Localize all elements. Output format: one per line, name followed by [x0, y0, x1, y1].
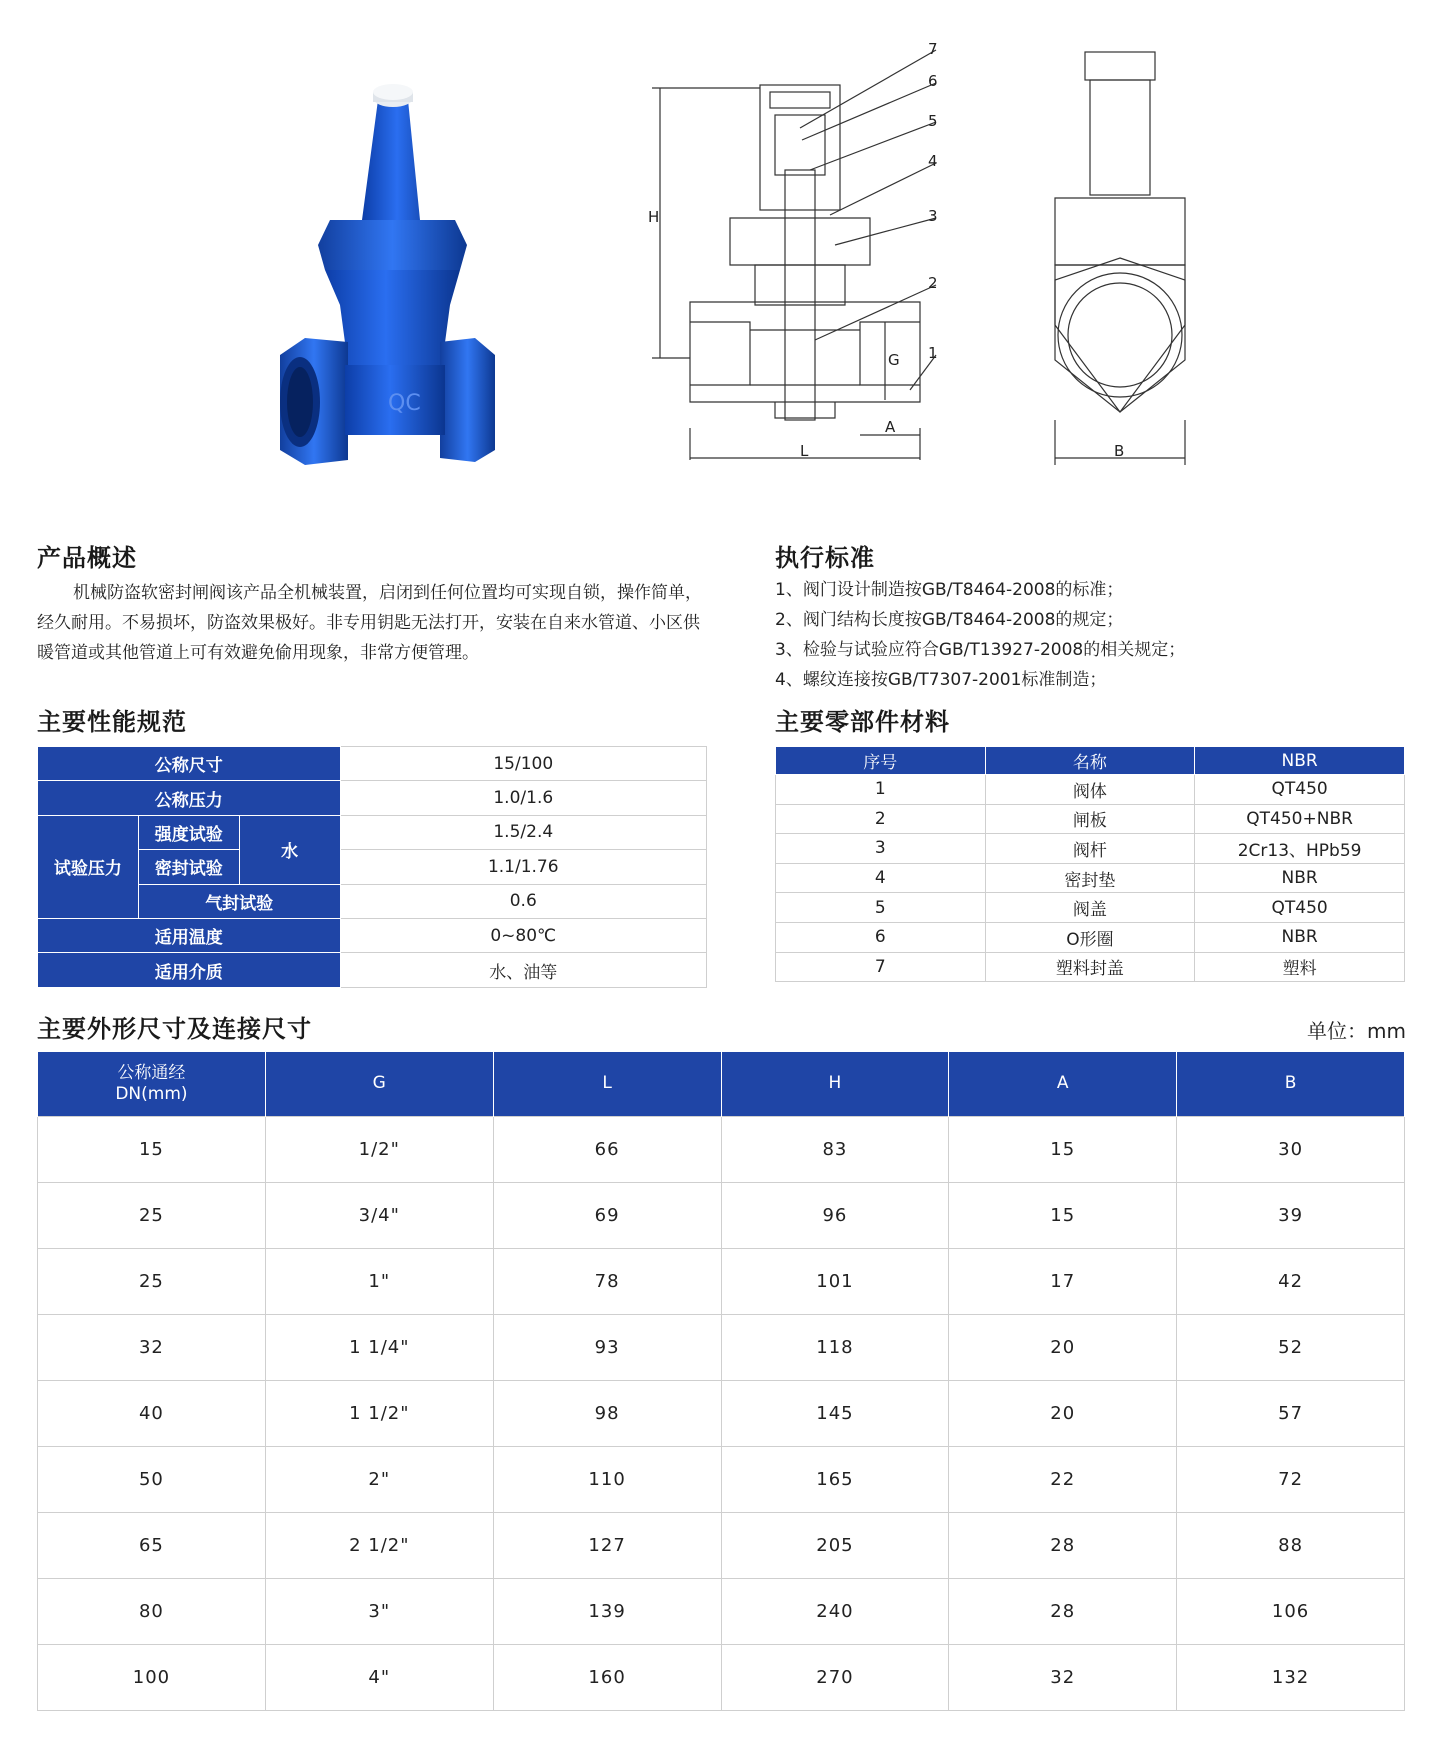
seal-test-value: 1.1/1.76: [340, 850, 706, 884]
nominal-size-value: 15/100: [340, 747, 706, 781]
table-cell: 1 1/2": [265, 1380, 493, 1446]
table-header-row: [776, 747, 1405, 775]
temperature-label: 适用温度: [38, 918, 341, 952]
callout-4: 4: [928, 152, 938, 170]
callout-1: 1: [928, 344, 938, 362]
table-cell: 127: [493, 1512, 721, 1578]
table-row: [38, 747, 707, 781]
table-cell: 阀体: [985, 775, 1195, 805]
table-cell: QT450: [1195, 893, 1405, 923]
table-cell: 52: [1177, 1314, 1405, 1380]
nominal-pressure-label: 公称压力: [38, 781, 341, 815]
callout-6: 6: [928, 72, 938, 90]
table-cell: 65: [38, 1512, 266, 1578]
overview-body: 机械防盗软密封闸阀该产品全机械装置，启闭到任何位置均可实现自锁，操作简单，经久耐用。不易损坏，防盗效果极好。非专用钥匙无法打开，安装在自来水管道、小区供暖管道或其他管道上可有效避免偷用现象，非常方便管理。: [37, 583, 702, 663]
temperature-value: 0~80℃: [340, 918, 706, 952]
standards-list: [775, 575, 1415, 695]
dim-h: H: [648, 208, 660, 226]
table-cell: 96: [721, 1182, 949, 1248]
table-cell: QT450: [1195, 775, 1405, 805]
table-cell: 139: [493, 1578, 721, 1644]
standard-item: 3、检验与试验应符合GB/T13927-2008的相关规定；: [775, 640, 1186, 660]
table-cell: 42: [1177, 1248, 1405, 1314]
table-cell: 100: [38, 1644, 266, 1710]
air-test-label: 气封试验: [138, 884, 340, 918]
table-row: [38, 1446, 1405, 1512]
table-cell: 15: [38, 1116, 266, 1182]
table-cell: 塑料: [1195, 952, 1405, 982]
table-cell: 25: [38, 1182, 266, 1248]
nominal-pressure-value: 1.0/1.6: [340, 781, 706, 815]
table-cell: 1: [776, 775, 986, 805]
product-photo: [270, 80, 505, 480]
table-cell: 83: [721, 1116, 949, 1182]
table-cell: 闸板: [985, 804, 1195, 834]
table-row: [776, 863, 1405, 893]
table-cell: 3/4": [265, 1182, 493, 1248]
table-cell: 密封垫: [985, 863, 1195, 893]
table-row: [776, 804, 1405, 834]
medium-value: 水、油等: [340, 953, 706, 987]
materials-table: [775, 746, 1405, 982]
table-cell: 2: [776, 804, 986, 834]
table-cell: 7: [776, 952, 986, 982]
table-cell: 106: [1177, 1578, 1405, 1644]
table-cell: 3": [265, 1578, 493, 1644]
table-cell: 39: [1177, 1182, 1405, 1248]
table-cell: 1": [265, 1248, 493, 1314]
medium-label: 适用介质: [38, 953, 341, 987]
table-cell: 1 1/4": [265, 1314, 493, 1380]
table-row: [776, 952, 1405, 982]
table-cell: 1/2": [265, 1116, 493, 1182]
table-cell: 205: [721, 1512, 949, 1578]
table-cell: O形圈: [985, 922, 1195, 952]
standard-item: 4、螺纹连接按GB/T7307-2001标准制造；: [775, 670, 1107, 690]
dim-l: L: [800, 442, 809, 460]
table-row: [38, 815, 707, 849]
column-header: L: [493, 1052, 721, 1116]
table-cell: 32: [949, 1644, 1177, 1710]
table-cell: 25: [38, 1248, 266, 1314]
table-cell: 50: [38, 1446, 266, 1512]
nominal-size-label: 公称尺寸: [38, 747, 341, 781]
table-cell: 72: [1177, 1446, 1405, 1512]
table-cell: 98: [493, 1380, 721, 1446]
standards-title: 执行标准: [775, 544, 875, 572]
column-header: 公称通经 DN(mm): [38, 1052, 266, 1116]
column-header: H: [721, 1052, 949, 1116]
table-cell: 40: [38, 1380, 266, 1446]
table-cell: 145: [721, 1380, 949, 1446]
air-test-value: 0.6: [340, 884, 706, 918]
dim-g: G: [888, 351, 900, 369]
table-row: [776, 834, 1405, 864]
table-cell: QT450+NBR: [1195, 804, 1405, 834]
table-cell: 28: [949, 1578, 1177, 1644]
medium-water-label: 水: [239, 815, 340, 884]
table-cell: 阀杆: [985, 834, 1195, 864]
table-row: [38, 1248, 1405, 1314]
overview-title: 产品概述: [37, 544, 137, 572]
table-row: [38, 1644, 1405, 1710]
column-header: A: [949, 1052, 1177, 1116]
materials-title: 主要零部件材料: [775, 708, 950, 736]
performance-table: [37, 746, 707, 988]
table-cell: 165: [721, 1446, 949, 1512]
table-row: [38, 1512, 1405, 1578]
table-cell: 28: [949, 1512, 1177, 1578]
table-cell: 88: [1177, 1512, 1405, 1578]
table-row: [38, 953, 707, 987]
callout-3: 3: [928, 207, 938, 225]
standard-item: 1、阀门设计制造按GB/T8464-2008的标准；: [775, 580, 1124, 600]
dimensions-title: 主要外形尺寸及连接尺寸: [37, 1015, 312, 1043]
table-cell: 20: [949, 1380, 1177, 1446]
table-cell: 132: [1177, 1644, 1405, 1710]
table-cell: 57: [1177, 1380, 1405, 1446]
table-row: [38, 918, 707, 952]
table-cell: 32: [38, 1314, 266, 1380]
table-cell: 160: [493, 1644, 721, 1710]
svg-text:QC: QC: [388, 391, 421, 416]
table-cell: 78: [493, 1248, 721, 1314]
table-row: [776, 893, 1405, 923]
table-cell: 110: [493, 1446, 721, 1512]
table-cell: 4: [776, 863, 986, 893]
table-cell: 270: [721, 1644, 949, 1710]
table-cell: 5: [776, 893, 986, 923]
unit-label: 单位：mm: [1307, 1019, 1406, 1043]
table-row: [776, 922, 1405, 952]
table-cell: 101: [721, 1248, 949, 1314]
table-cell: 6: [776, 922, 986, 952]
performance-title: 主要性能规范: [37, 708, 187, 736]
strength-test-label: 强度试验: [138, 815, 239, 849]
standard-item: 2、阀门结构长度按GB/T8464-2008的规定；: [775, 610, 1124, 630]
table-row: [38, 1380, 1405, 1446]
callout-2: 2: [928, 274, 938, 292]
overview-text: [37, 578, 707, 668]
table-cell: NBR: [1195, 922, 1405, 952]
table-cell: 阀盖: [985, 893, 1195, 923]
table-header-row: [38, 1052, 1405, 1116]
table-cell: 17: [949, 1248, 1177, 1314]
table-row: [38, 1116, 1405, 1182]
column-header: NBR: [1195, 747, 1405, 775]
table-row: [38, 884, 707, 918]
front-view-drawing: [1035, 40, 1210, 480]
table-cell: 118: [721, 1314, 949, 1380]
table-cell: NBR: [1195, 863, 1405, 893]
table-cell: 2 1/2": [265, 1512, 493, 1578]
dimensions-table: [37, 1052, 1405, 1711]
seal-test-label: 密封试验: [138, 850, 239, 884]
table-cell: 30: [1177, 1116, 1405, 1182]
column-header: B: [1177, 1052, 1405, 1116]
table-cell: 66: [493, 1116, 721, 1182]
table-cell: 240: [721, 1578, 949, 1644]
column-header: G: [265, 1052, 493, 1116]
table-cell: 22: [949, 1446, 1177, 1512]
table-row: [38, 1314, 1405, 1380]
column-header: 序号: [776, 747, 986, 775]
table-row: [38, 781, 707, 815]
table-cell: 20: [949, 1314, 1177, 1380]
table-cell: 69: [493, 1182, 721, 1248]
table-row: [38, 1182, 1405, 1248]
table-row: [776, 775, 1405, 805]
dim-a: A: [885, 418, 896, 436]
sectional-drawing: [630, 40, 990, 480]
strength-test-value: 1.5/2.4: [340, 815, 706, 849]
table-row: [38, 1578, 1405, 1644]
test-pressure-label: 试验压力: [38, 815, 139, 918]
table-row: [38, 850, 707, 884]
dim-b: B: [1114, 442, 1125, 460]
table-cell: 15: [949, 1116, 1177, 1182]
table-cell: 2": [265, 1446, 493, 1512]
table-cell: 3: [776, 834, 986, 864]
callout-7: 7: [928, 40, 938, 58]
table-cell: 4": [265, 1644, 493, 1710]
callout-5: 5: [928, 112, 938, 130]
table-cell: 塑料封盖: [985, 952, 1195, 982]
table-cell: 2Cr13、HPb59: [1195, 834, 1405, 864]
table-cell: 15: [949, 1182, 1177, 1248]
table-cell: 93: [493, 1314, 721, 1380]
column-header: 名称: [985, 747, 1195, 775]
table-cell: 80: [38, 1578, 266, 1644]
